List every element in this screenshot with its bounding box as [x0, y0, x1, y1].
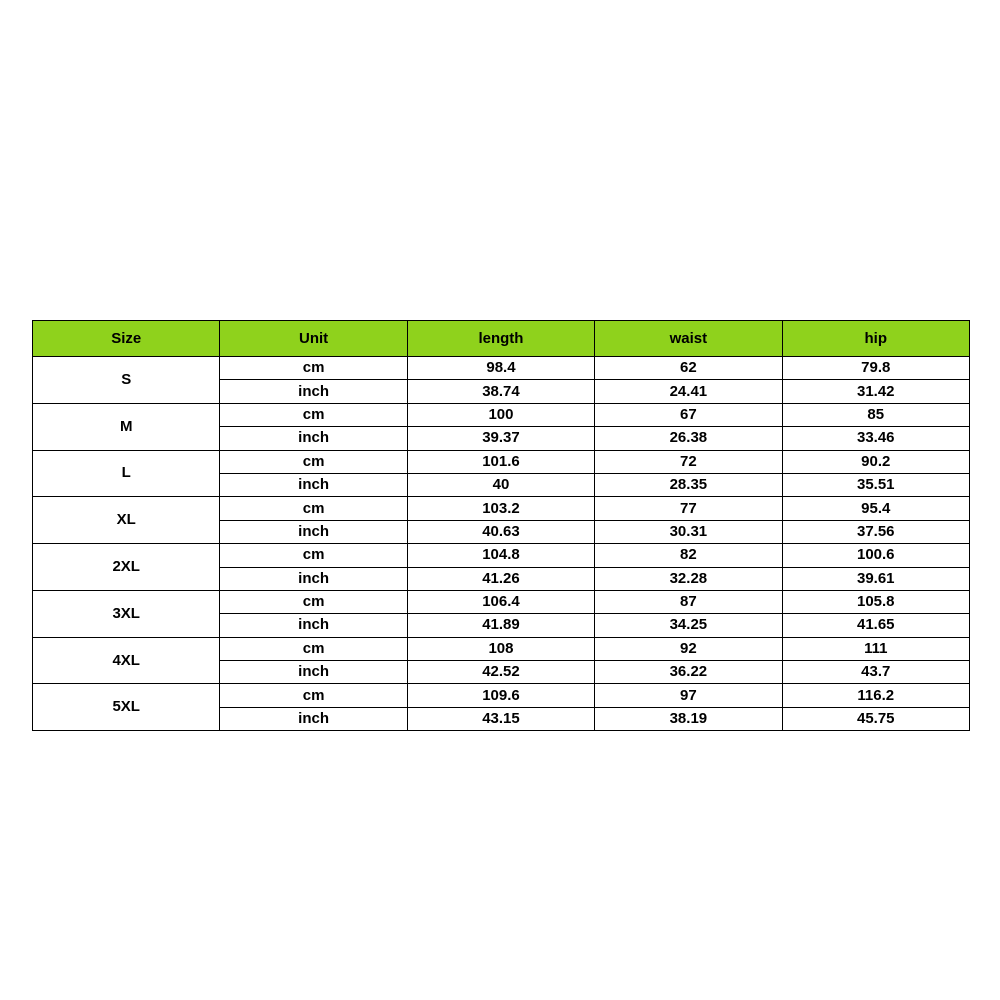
unit-cell: cm	[220, 684, 407, 707]
waist-cell: 28.35	[595, 473, 782, 496]
length-cell: 101.6	[407, 450, 594, 473]
size-cell: 3XL	[33, 590, 220, 637]
length-cell: 38.74	[407, 380, 594, 403]
unit-cell: inch	[220, 614, 407, 637]
table-row	[33, 357, 970, 380]
size-cell: 4XL	[33, 637, 220, 684]
hip-cell: 90.2	[782, 450, 969, 473]
length-cell: 100	[407, 403, 594, 426]
hip-cell: 39.61	[782, 567, 969, 590]
unit-cell: cm	[220, 450, 407, 473]
waist-cell: 62	[595, 357, 782, 380]
header-length: length	[407, 321, 594, 357]
waist-cell: 24.41	[595, 380, 782, 403]
table-row	[33, 450, 970, 473]
unit-cell: cm	[220, 544, 407, 567]
table-row	[33, 403, 970, 426]
unit-cell: cm	[220, 497, 407, 520]
waist-cell: 87	[595, 590, 782, 613]
header-unit: Unit	[220, 321, 407, 357]
header-waist: waist	[595, 321, 782, 357]
table-row	[33, 590, 970, 613]
waist-cell: 67	[595, 403, 782, 426]
unit-cell: inch	[220, 473, 407, 496]
table-body	[33, 357, 970, 731]
length-cell: 43.15	[407, 707, 594, 730]
waist-cell: 30.31	[595, 520, 782, 543]
hip-cell: 111	[782, 637, 969, 660]
unit-cell: inch	[220, 661, 407, 684]
header-size: Size	[33, 321, 220, 357]
waist-cell: 82	[595, 544, 782, 567]
unit-cell: cm	[220, 403, 407, 426]
waist-cell: 97	[595, 684, 782, 707]
header-hip: hip	[782, 321, 969, 357]
table-header	[33, 321, 970, 357]
length-cell: 39.37	[407, 427, 594, 450]
length-cell: 98.4	[407, 357, 594, 380]
header-row	[33, 321, 970, 357]
unit-cell: cm	[220, 357, 407, 380]
hip-cell: 31.42	[782, 380, 969, 403]
waist-cell: 32.28	[595, 567, 782, 590]
length-cell: 41.89	[407, 614, 594, 637]
size-cell: XL	[33, 497, 220, 544]
waist-cell: 36.22	[595, 661, 782, 684]
size-cell: S	[33, 357, 220, 404]
table-row	[33, 544, 970, 567]
size-cell: L	[33, 450, 220, 497]
hip-cell: 41.65	[782, 614, 969, 637]
hip-cell: 116.2	[782, 684, 969, 707]
unit-cell: inch	[220, 707, 407, 730]
length-cell: 104.8	[407, 544, 594, 567]
hip-cell: 43.7	[782, 661, 969, 684]
length-cell: 40.63	[407, 520, 594, 543]
length-cell: 42.52	[407, 661, 594, 684]
waist-cell: 26.38	[595, 427, 782, 450]
table-row	[33, 637, 970, 660]
unit-cell: cm	[220, 590, 407, 613]
length-cell: 109.6	[407, 684, 594, 707]
unit-cell: inch	[220, 427, 407, 450]
table-row	[33, 497, 970, 520]
length-cell: 103.2	[407, 497, 594, 520]
size-cell: 5XL	[33, 684, 220, 731]
size-cell: 2XL	[33, 544, 220, 591]
hip-cell: 100.6	[782, 544, 969, 567]
length-cell: 108	[407, 637, 594, 660]
unit-cell: inch	[220, 380, 407, 403]
hip-cell: 105.8	[782, 590, 969, 613]
unit-cell: inch	[220, 567, 407, 590]
unit-cell: cm	[220, 637, 407, 660]
table-row	[33, 684, 970, 707]
length-cell: 40	[407, 473, 594, 496]
length-cell: 41.26	[407, 567, 594, 590]
unit-cell: inch	[220, 520, 407, 543]
hip-cell: 79.8	[782, 357, 969, 380]
waist-cell: 34.25	[595, 614, 782, 637]
waist-cell: 72	[595, 450, 782, 473]
waist-cell: 38.19	[595, 707, 782, 730]
waist-cell: 77	[595, 497, 782, 520]
hip-cell: 33.46	[782, 427, 969, 450]
hip-cell: 95.4	[782, 497, 969, 520]
waist-cell: 92	[595, 637, 782, 660]
hip-cell: 45.75	[782, 707, 969, 730]
size-chart-table	[32, 320, 970, 731]
size-cell: M	[33, 403, 220, 450]
length-cell: 106.4	[407, 590, 594, 613]
hip-cell: 85	[782, 403, 969, 426]
hip-cell: 37.56	[782, 520, 969, 543]
hip-cell: 35.51	[782, 473, 969, 496]
